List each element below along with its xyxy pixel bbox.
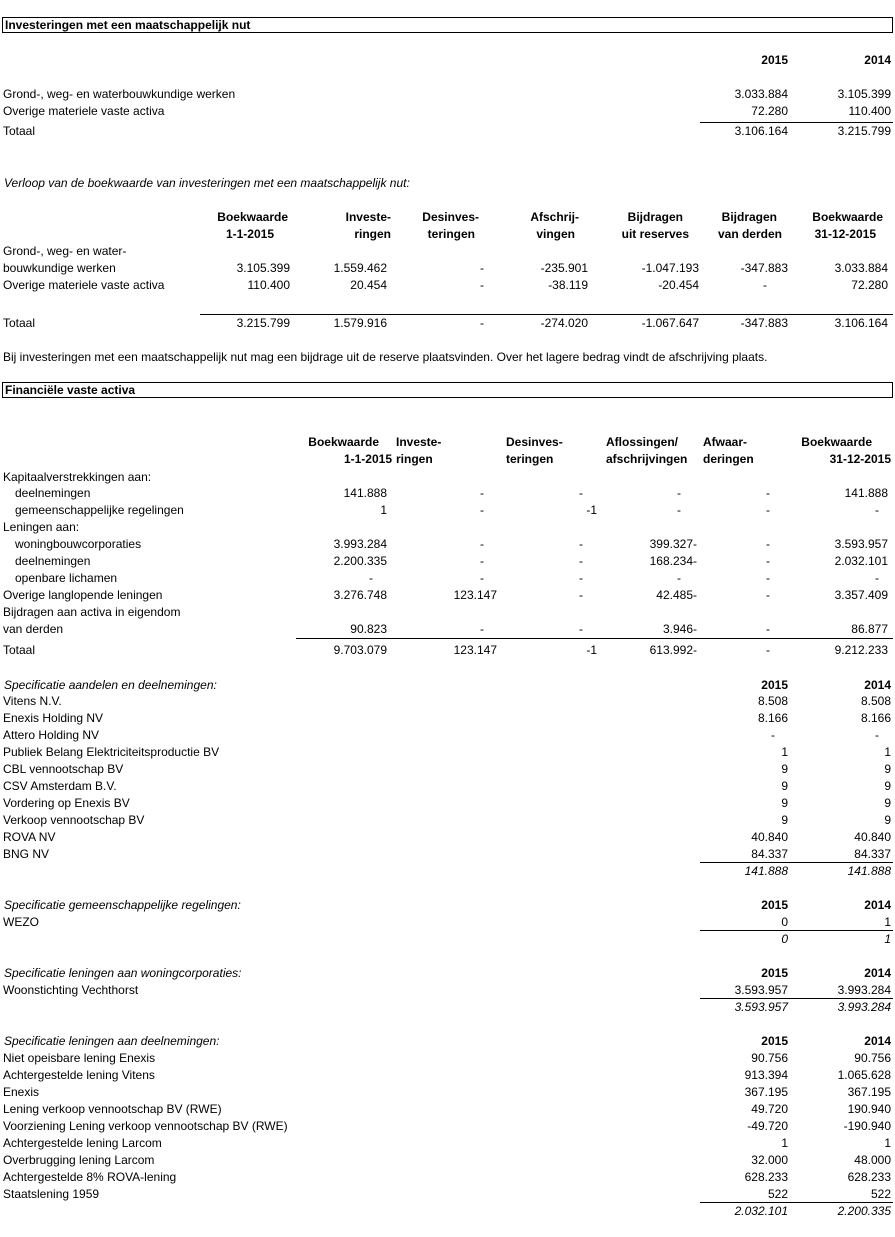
year-header-2015: 2015 <box>761 1034 788 1048</box>
row-label: Grond-, weg- en waterbouwkundige werken <box>3 87 236 101</box>
value-cell: 9 <box>884 813 891 827</box>
value-cell: -49.720 <box>747 1119 788 1133</box>
value-cell: - <box>766 622 770 636</box>
value-cell: - <box>766 588 770 602</box>
spec-total-value: 2.200.335 <box>837 1204 891 1218</box>
section-header-investeringen <box>2 17 893 33</box>
spec-row-label: Enexis <box>3 1085 40 1099</box>
col-header: Bijdragen <box>721 210 777 224</box>
value-cell: 628.233 <box>744 1170 788 1184</box>
value-cell: 110.400 <box>848 104 891 118</box>
footnote: Bij investeringen met een maatschappelijk nut mag een bijdrage uit de reserve plaatsvinden. Over het lagere bedrag vindt de afschrijving plaats. <box>3 350 768 364</box>
spec-row-label: Vitens N.V. <box>3 694 62 708</box>
col-header: 31-12-2015 <box>829 452 891 466</box>
total-rule <box>700 862 893 863</box>
value-cell: 8.166 <box>860 711 891 725</box>
value-cell: - <box>771 728 775 742</box>
value-cell: 40.840 <box>854 830 891 844</box>
value-cell: 0 <box>781 915 788 929</box>
total-value: 9.212.233 <box>834 643 888 657</box>
value-cell: 110.400 <box>247 278 290 292</box>
value-cell: 3.276.748 <box>333 588 387 602</box>
row-label: Overige materiele vaste activa <box>3 104 165 118</box>
spec-row-label: Niet opeisbare lening Enexis <box>3 1051 156 1065</box>
section-title: Investeringen met een maatschappelijk nut <box>5 18 251 32</box>
spec-title: Specificatie aandelen en deelnemingen: <box>4 678 217 692</box>
value-cell: 3.993.284 <box>333 537 387 551</box>
value-cell: - <box>480 554 484 568</box>
spec-title: Specificatie gemeenschappelijke regelingen: <box>4 898 241 912</box>
col-header: Investe- <box>396 435 442 449</box>
value-cell: 40.840 <box>751 830 788 844</box>
value-cell: -1.047.193 <box>641 261 699 275</box>
col-header: Boekwaarde <box>308 435 379 449</box>
col-header: ringen <box>354 227 391 241</box>
value-cell: - <box>480 503 484 517</box>
spec-row-label: Achtergestelde lening Vitens <box>3 1068 155 1082</box>
value-cell: - <box>766 571 770 585</box>
value-cell: 9 <box>781 779 788 793</box>
row-label: Bijdragen aan activa in eigendom <box>3 605 181 619</box>
value-cell: 913.394 <box>744 1068 788 1082</box>
spec-total-value: 1 <box>884 932 891 946</box>
year-header-2014: 2014 <box>864 53 891 67</box>
spec-row-label: CSV Amsterdam B.V. <box>3 779 117 793</box>
value-cell: 1 <box>884 1136 891 1150</box>
total-value: 9.703.079 <box>333 643 387 657</box>
total-value: 3.106.164 <box>734 124 788 138</box>
row-label: openbare lichamen <box>15 571 118 585</box>
year-header-2014: 2014 <box>864 1034 891 1048</box>
spec-row-label: Publiek Belang Elektriciteitsproductie BV <box>3 745 220 759</box>
value-cell: - <box>875 728 879 742</box>
value-cell: -235.901 <box>540 261 588 275</box>
value-cell: 8.508 <box>860 694 891 708</box>
value-cell: 141.888 <box>343 486 387 500</box>
total-value: - <box>480 316 484 330</box>
col-header: Afschrij- <box>530 210 579 224</box>
value-cell: 1 <box>781 1136 788 1150</box>
value-cell: -38.119 <box>548 278 588 292</box>
total-rule <box>700 998 893 999</box>
value-cell: - <box>480 278 484 292</box>
total-value: -1.067.647 <box>641 316 699 330</box>
col-header: deringen <box>703 452 754 466</box>
section-title: Financiële vaste activa <box>5 383 136 397</box>
value-cell: 2.200.335 <box>333 554 387 568</box>
value-cell: - <box>766 537 770 551</box>
spec-title: Specificatie leningen aan woningcorporaties: <box>4 966 242 980</box>
value-cell: 2.032.101 <box>834 554 888 568</box>
col-header: ringen <box>396 452 433 466</box>
value-cell: - <box>480 486 484 500</box>
spec-row-label: BNG NV <box>3 847 50 861</box>
value-cell: - <box>579 537 583 551</box>
row-label: Grond-, weg- en water- <box>3 244 127 258</box>
total-value: -274.020 <box>540 316 588 330</box>
value-cell: 3.105.399 <box>837 87 891 101</box>
total-rule <box>700 930 893 931</box>
total-label: Totaal <box>3 124 36 138</box>
col-header: van derden <box>717 227 782 241</box>
value-cell: 3.033.884 <box>834 261 888 275</box>
year-header-2014: 2014 <box>864 678 891 692</box>
value-cell: - <box>677 486 681 500</box>
row-label: deelnemingen <box>15 486 91 500</box>
total-label: Totaal <box>3 316 36 330</box>
value-cell: 1.559.462 <box>333 261 387 275</box>
spec-row-label: Voorziening Lening verkoop vennootschap BV (RWE) <box>3 1119 288 1133</box>
spec-row-label: Overbrugging lening Larcom <box>3 1153 155 1167</box>
value-cell: 90.756 <box>751 1051 788 1065</box>
value-cell: 399.327- <box>649 537 697 551</box>
group-label: Leningen aan: <box>3 520 80 534</box>
row-label: deelnemingen <box>15 554 91 568</box>
year-header-2014: 2014 <box>864 898 891 912</box>
value-cell: - <box>480 622 484 636</box>
spec-row-label: ROVA NV <box>3 830 56 844</box>
col-header: Investe- <box>345 210 391 224</box>
value-cell: 190.940 <box>847 1102 891 1116</box>
year-header-2015: 2015 <box>761 678 788 692</box>
value-cell: - <box>369 571 373 585</box>
value-cell: 8.508 <box>757 694 788 708</box>
col-header: Boekwaarde <box>801 435 872 449</box>
spec-row-label: Achtergestelde lening Larcom <box>3 1136 162 1150</box>
value-cell: 3.105.399 <box>236 261 290 275</box>
value-cell: 9 <box>884 762 891 776</box>
value-cell: 141.888 <box>844 486 888 500</box>
col-header: afschrijvingen <box>606 452 688 466</box>
value-cell: 628.233 <box>847 1170 891 1184</box>
value-cell: 20.454 <box>350 278 387 292</box>
value-cell: 9 <box>781 796 788 810</box>
value-cell: 90.756 <box>854 1051 891 1065</box>
row-label: gemeenschappelijke regelingen <box>15 503 184 517</box>
value-cell: 522 <box>870 1187 891 1201</box>
value-cell: 8.166 <box>757 711 788 725</box>
total-rule <box>700 122 893 123</box>
value-cell: - <box>579 554 583 568</box>
spec-row-label: Achtergestelde 8% ROVA-lening <box>3 1170 177 1184</box>
value-cell: -1 <box>586 503 597 517</box>
group-label: Kapitaalverstrekkingen aan: <box>3 470 152 484</box>
value-cell: 367.195 <box>847 1085 891 1099</box>
spec-row-label: Verkoop vennootschap BV <box>3 813 145 827</box>
value-cell: - <box>875 571 879 585</box>
section-header-financiele-vaste-activa <box>2 382 893 398</box>
col-header: 31-12-2015 <box>814 227 876 241</box>
spec-row-label: CBL vennootschap BV <box>3 762 124 776</box>
value-cell: 9 <box>884 779 891 793</box>
spec-total-value: 3.993.284 <box>837 1000 891 1014</box>
spec-row-label: Attero Holding NV <box>3 728 100 742</box>
col-header: Desinves- <box>422 210 479 224</box>
col-header: Boekwaarde <box>217 210 288 224</box>
year-header-2014: 2014 <box>864 966 891 980</box>
year-header-2015: 2015 <box>761 966 788 980</box>
value-cell: - <box>579 622 583 636</box>
value-cell: 3.357.409 <box>834 588 888 602</box>
value-cell: 1.065.628 <box>837 1068 891 1082</box>
verloop-intro: Verloop van de boekwaarde van investeringen met een maatschappelijk nut: <box>4 176 410 190</box>
value-cell: - <box>766 554 770 568</box>
col-header: Boekwaarde <box>812 210 883 224</box>
value-cell: 3.946- <box>662 622 697 636</box>
spec-total-value: 2.032.101 <box>734 1204 788 1218</box>
value-cell: 168.234- <box>649 554 697 568</box>
col-header: Desinves- <box>506 435 563 449</box>
value-cell: -190.940 <box>843 1119 891 1133</box>
value-cell: 3.593.957 <box>734 983 788 997</box>
value-cell: 3.593.957 <box>834 537 888 551</box>
value-cell: 9 <box>781 813 788 827</box>
row-label: Overige langlopende leningen <box>3 588 163 602</box>
value-cell: - <box>579 571 583 585</box>
value-cell: 1 <box>884 745 891 759</box>
total-value: 123.147 <box>453 643 497 657</box>
value-cell: - <box>875 503 879 517</box>
value-cell: 32.000 <box>751 1153 788 1167</box>
value-cell: 49.720 <box>751 1102 788 1116</box>
col-header: vingen <box>536 227 575 241</box>
spec-total-value: 3.593.957 <box>734 1000 788 1014</box>
total-rule <box>296 638 893 639</box>
value-cell: - <box>579 588 583 602</box>
value-cell: 84.337 <box>854 847 891 861</box>
value-cell: - <box>480 571 484 585</box>
value-cell: - <box>480 537 484 551</box>
total-value: 1.579.916 <box>333 316 387 330</box>
col-header: 1-1-2015 <box>343 452 392 466</box>
col-header: teringen <box>427 227 475 241</box>
value-cell: - <box>766 486 770 500</box>
value-cell: 72.280 <box>851 278 888 292</box>
spec-row-label: Staatslening 1959 <box>3 1187 100 1201</box>
col-header: Aflossingen/ <box>606 435 679 449</box>
year-header-2015: 2015 <box>761 898 788 912</box>
value-cell: -20.454 <box>658 278 699 292</box>
value-cell: 9 <box>781 762 788 776</box>
spec-title: Specificatie leningen aan deelnemingen: <box>4 1034 220 1048</box>
total-value: -347.883 <box>740 316 788 330</box>
total-rule <box>700 1202 893 1203</box>
value-cell: 9 <box>884 796 891 810</box>
col-header: Bijdragen <box>627 210 683 224</box>
total-value: -1 <box>586 643 597 657</box>
spec-row-label: Vordering op Enexis BV <box>3 796 130 810</box>
value-cell: 522 <box>767 1187 788 1201</box>
spec-total-value: 141.888 <box>847 864 891 878</box>
value-cell: - <box>677 503 681 517</box>
year-header-2015: 2015 <box>761 53 788 67</box>
total-value: 3.215.799 <box>837 124 891 138</box>
spec-row-label: Enexis Holding NV <box>3 711 104 725</box>
value-cell: 3.993.284 <box>837 983 891 997</box>
total-value: 3.215.799 <box>236 316 290 330</box>
col-header: teringen <box>506 452 554 466</box>
value-cell: -347.883 <box>740 261 788 275</box>
col-header: Afwaar- <box>703 435 748 449</box>
value-cell: 3.033.884 <box>734 87 788 101</box>
spec-total-value: 141.888 <box>744 864 788 878</box>
spec-total-value: 0 <box>781 932 788 946</box>
value-cell: - <box>579 486 583 500</box>
total-value: 613.992- <box>649 643 697 657</box>
total-value: 3.106.164 <box>834 316 888 330</box>
total-value: - <box>766 643 770 657</box>
row-label: Overige materiele vaste activa <box>3 278 165 292</box>
col-header: uit reserves <box>621 227 689 241</box>
row-label: van derden <box>3 622 64 636</box>
value-cell: - <box>480 261 484 275</box>
value-cell: 48.000 <box>854 1153 891 1167</box>
total-label: Totaal <box>3 643 36 657</box>
value-cell: 123.147 <box>453 588 497 602</box>
total-rule <box>200 314 893 315</box>
value-cell: 1 <box>781 745 788 759</box>
spec-row-label: WEZO <box>3 915 39 929</box>
value-cell: 42.485- <box>656 588 697 602</box>
spec-row-label: Lening verkoop vennootschap BV (RWE) <box>3 1102 222 1116</box>
value-cell: 84.337 <box>751 847 788 861</box>
value-cell: 72.280 <box>751 104 788 118</box>
row-label: woningbouwcorporaties <box>15 537 142 551</box>
value-cell: - <box>763 278 767 292</box>
value-cell: 90.823 <box>350 622 387 636</box>
value-cell: 1 <box>380 503 387 517</box>
value-cell: - <box>766 503 770 517</box>
value-cell: 1 <box>884 915 891 929</box>
row-label: bouwkundige werken <box>3 261 116 275</box>
value-cell: 86.877 <box>851 622 888 636</box>
value-cell: 367.195 <box>744 1085 788 1099</box>
value-cell: - <box>677 571 681 585</box>
col-header: 1-1-2015 <box>225 227 274 241</box>
spec-row-label: Woonstichting Vechthorst <box>3 983 139 997</box>
